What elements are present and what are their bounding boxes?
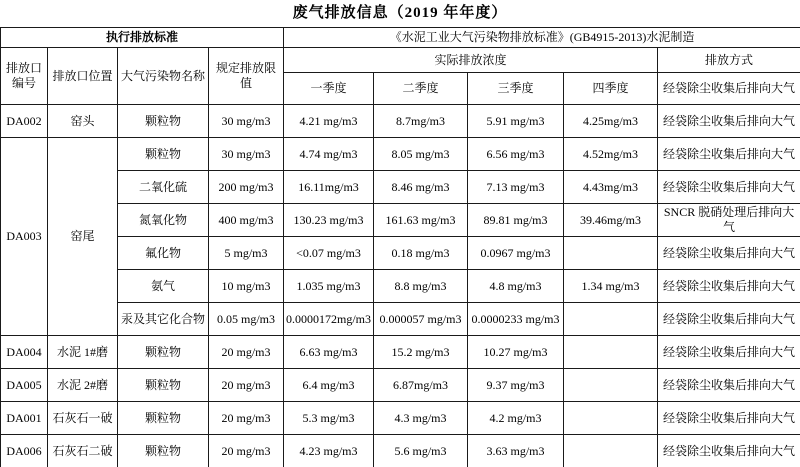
cell-outlet-location: 石灰石一破 xyxy=(48,402,118,435)
cell-q1: 16.11mg/m3 xyxy=(284,171,374,204)
cell-q3: 0.0967 mg/m3 xyxy=(468,237,564,270)
cell-q1: 4.21 mg/m3 xyxy=(284,105,374,138)
cell-q3: 0.0000233 mg/m3 xyxy=(468,303,564,336)
cell-outlet-id: DA004 xyxy=(1,336,48,369)
cell-q4 xyxy=(564,435,658,467)
cell-q3: 10.27 mg/m3 xyxy=(468,336,564,369)
cell-pollutant: 二氧化硫 xyxy=(118,171,209,204)
table-row xyxy=(1,402,800,435)
exec-standard-label: 执行排放标准 xyxy=(1,28,284,48)
col-header-q1: 一季度 xyxy=(284,73,374,105)
cell-q2: 0.18 mg/m3 xyxy=(374,237,468,270)
cell-q4: 1.34 mg/m3 xyxy=(564,270,658,303)
cell-pollutant: 颗粒物 xyxy=(118,369,209,402)
cell-q3: 6.56 mg/m3 xyxy=(468,138,564,171)
cell-outlet-id: DA001 xyxy=(1,402,48,435)
cell-q3: 7.13 mg/m3 xyxy=(468,171,564,204)
cell-q4: 4.25mg/m3 xyxy=(564,105,658,138)
cell-q1: 5.3 mg/m3 xyxy=(284,402,374,435)
cell-limit: 20 mg/m3 xyxy=(209,336,284,369)
col-header-q3: 三季度 xyxy=(468,73,564,105)
cell-pollutant: 汞及其它化合物 xyxy=(118,303,209,336)
cell-pollutant: 氮氧化物 xyxy=(118,204,209,237)
cell-method: SNCR 脱硝处理后排向大气 xyxy=(658,204,800,237)
cell-q2: 8.7mg/m3 xyxy=(374,105,468,138)
cell-q1: 6.63 mg/m3 xyxy=(284,336,374,369)
cell-limit: 20 mg/m3 xyxy=(209,435,284,467)
cell-method: 经袋除尘收集后排向大气 xyxy=(658,303,800,336)
col-header-pollutant: 大气污染物名称 xyxy=(118,48,209,105)
cell-q3: 9.37 mg/m3 xyxy=(468,369,564,402)
cell-q4 xyxy=(564,402,658,435)
cell-q2: 8.05 mg/m3 xyxy=(374,138,468,171)
cell-method: 经袋除尘收集后排向大气 xyxy=(658,138,800,171)
cell-limit: 200 mg/m3 xyxy=(209,171,284,204)
col-header-limit: 规定排放限值 xyxy=(209,48,284,105)
cell-q4: 39.46mg/m3 xyxy=(564,204,658,237)
page-title: 废气排放信息（2019 年年度） xyxy=(292,5,508,21)
cell-outlet-id: DA003 xyxy=(1,138,48,336)
table-row xyxy=(1,435,800,467)
col-header-emission-method: 排放方式 xyxy=(658,48,800,73)
cell-q1: 4.23 mg/m3 xyxy=(284,435,374,467)
cell-q2: 8.46 mg/m3 xyxy=(374,171,468,204)
cell-q1: 130.23 mg/m3 xyxy=(284,204,374,237)
table-row xyxy=(1,204,800,237)
cell-q4 xyxy=(564,303,658,336)
cell-limit: 20 mg/m3 xyxy=(209,402,284,435)
cell-method: 经袋除尘收集后排向大气 xyxy=(658,435,800,467)
table-row xyxy=(1,270,800,303)
cell-limit: 0.05 mg/m3 xyxy=(209,303,284,336)
cell-limit: 10 mg/m3 xyxy=(209,270,284,303)
cell-q4 xyxy=(564,237,658,270)
cell-outlet-id: DA006 xyxy=(1,435,48,467)
header-row-columns xyxy=(1,48,800,73)
col-header-outlet-location: 排放口位置 xyxy=(48,48,118,105)
cell-outlet-location: 石灰石二破 xyxy=(48,435,118,467)
cell-pollutant: 颗粒物 xyxy=(118,402,209,435)
cell-limit: 20 mg/m3 xyxy=(209,369,284,402)
cell-q4: 4.43mg/m3 xyxy=(564,171,658,204)
cell-outlet-location: 水泥 2#磨 xyxy=(48,369,118,402)
cell-q2: 5.6 mg/m3 xyxy=(374,435,468,467)
cell-method: 经袋除尘收集后排向大气 xyxy=(658,105,800,138)
cell-method: 经袋除尘收集后排向大气 xyxy=(658,369,800,402)
cell-outlet-location: 窑尾 xyxy=(48,138,118,336)
cell-q4: 4.52mg/m3 xyxy=(564,138,658,171)
cell-q1: 6.4 mg/m3 xyxy=(284,369,374,402)
cell-pollutant: 氟化物 xyxy=(118,237,209,270)
cell-limit: 400 mg/m3 xyxy=(209,204,284,237)
header-method-value: 经袋除尘收集后排向大气 xyxy=(658,73,800,105)
table-row xyxy=(1,138,800,171)
cell-q1: 4.74 mg/m3 xyxy=(284,138,374,171)
cell-pollutant: 氨气 xyxy=(118,270,209,303)
cell-q1: 0.0000172mg/m3 xyxy=(284,303,374,336)
emission-info-table xyxy=(0,27,800,467)
cell-method: 经袋除尘收集后排向大气 xyxy=(658,171,800,204)
cell-limit: 30 mg/m3 xyxy=(209,105,284,138)
cell-q3: 89.81 mg/m3 xyxy=(468,204,564,237)
col-header-outlet-id: 排放口编号 xyxy=(1,48,48,105)
table-row xyxy=(1,336,800,369)
standard-value: 《水泥工业大气污染物排放标准》(GB4915-2013)水泥制造 xyxy=(284,28,800,48)
cell-q2: 6.87mg/m3 xyxy=(374,369,468,402)
cell-outlet-id: DA005 xyxy=(1,369,48,402)
cell-q2: 161.63 mg/m3 xyxy=(374,204,468,237)
cell-q2: 4.3 mg/m3 xyxy=(374,402,468,435)
cell-pollutant: 颗粒物 xyxy=(118,336,209,369)
header-row-standard xyxy=(1,28,800,48)
table-row xyxy=(1,369,800,402)
cell-method: 经袋除尘收集后排向大气 xyxy=(658,270,800,303)
cell-q1: 1.035 mg/m3 xyxy=(284,270,374,303)
cell-q3: 5.91 mg/m3 xyxy=(468,105,564,138)
cell-method: 经袋除尘收集后排向大气 xyxy=(658,237,800,270)
cell-pollutant: 颗粒物 xyxy=(118,105,209,138)
cell-method: 经袋除尘收集后排向大气 xyxy=(658,402,800,435)
cell-q2: 15.2 mg/m3 xyxy=(374,336,468,369)
cell-limit: 30 mg/m3 xyxy=(209,138,284,171)
cell-q3: 3.63 mg/m3 xyxy=(468,435,564,467)
cell-outlet-id: DA002 xyxy=(1,105,48,138)
cell-q2: 0.000057 mg/m3 xyxy=(374,303,468,336)
cell-method: 经袋除尘收集后排向大气 xyxy=(658,336,800,369)
table-row xyxy=(1,171,800,204)
cell-q1: <0.07 mg/m3 xyxy=(284,237,374,270)
cell-outlet-location: 窑头 xyxy=(48,105,118,138)
col-header-actual-concentration: 实际排放浓度 xyxy=(284,48,658,73)
cell-q3: 4.8 mg/m3 xyxy=(468,270,564,303)
table-row xyxy=(1,303,800,336)
cell-q4 xyxy=(564,336,658,369)
cell-q2: 8.8 mg/m3 xyxy=(374,270,468,303)
table-row xyxy=(1,237,800,270)
cell-pollutant: 颗粒物 xyxy=(118,138,209,171)
cell-pollutant: 颗粒物 xyxy=(118,435,209,467)
col-header-q4: 四季度 xyxy=(564,73,658,105)
cell-q3: 4.2 mg/m3 xyxy=(468,402,564,435)
cell-q4 xyxy=(564,369,658,402)
cell-outlet-location: 水泥 1#磨 xyxy=(48,336,118,369)
table-row xyxy=(1,105,800,138)
col-header-q2: 二季度 xyxy=(374,73,468,105)
cell-limit: 5 mg/m3 xyxy=(209,237,284,270)
